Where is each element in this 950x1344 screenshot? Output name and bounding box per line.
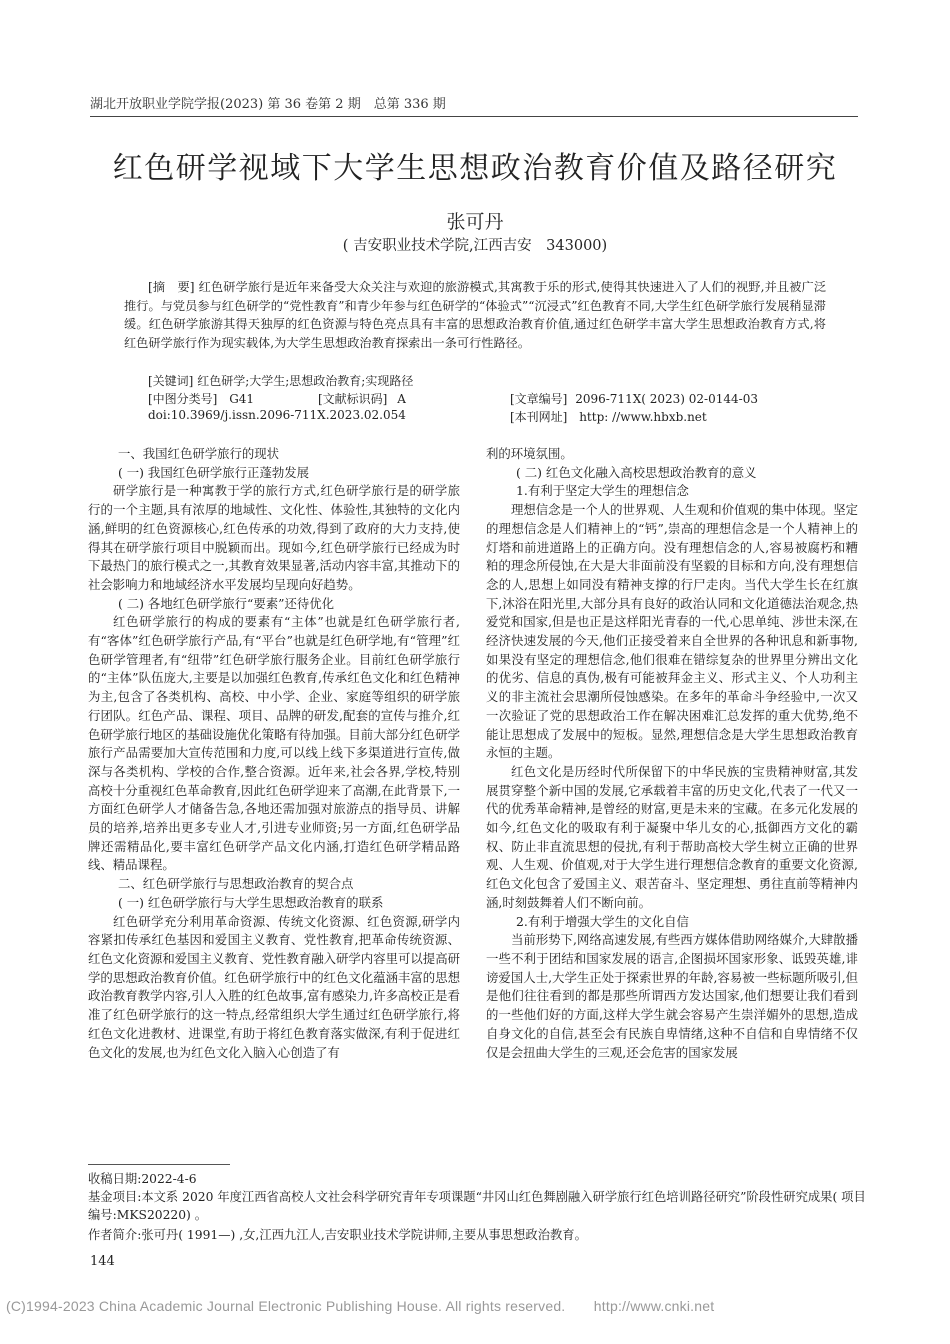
section-heading: ( 一) 我国红色研学旅行正蓬勃发展 bbox=[118, 464, 310, 480]
author-name: 张可丹 bbox=[446, 211, 504, 233]
article-title: 红色研学视域下大学生思想政治教育价值及路径研究 bbox=[112, 151, 838, 186]
keywords-label: [关键词] bbox=[148, 374, 194, 388]
paragraph: 利的环境氛围。 bbox=[486, 446, 573, 461]
header-rule bbox=[90, 116, 858, 117]
keywords bbox=[148, 372, 413, 389]
clc-number bbox=[148, 390, 254, 407]
section-heading: 2.有利于增强大学生的文化自信 bbox=[516, 913, 689, 929]
article-no-value: 2096-711X( 2023) 02-0144-03 bbox=[575, 392, 758, 406]
paragraph: 红色文化是历经时代所保留下的中华民族的宝贵精神财富,其发展贯穿整个新中国的发展,它承载着丰富的历史文化,代表了一代又一代的优秀革命精神,是曾经的财富,更是未来的宝藏。在多元化发展的如今,红色文化的吸取有利于凝聚中华儿女的心,抵御西方文化的霸权、防止非直流思想的侵扰,有利于帮助高校大学生树立正确的世界观、人生观、价值观,对于大学生进行理想信念教育的重要文化资源,红色文化包含了爱国主义、艰苦奋斗、坚定理想、勇往直前等精神内涵,时刻鼓舞着人们不断向前。 bbox=[486, 763, 858, 910]
paragraph: 当前形势下,网络高速发展,有些西方媒体借助网络媒介,大肆散播一些不利于团结和国家发展的语言,企图损坏国家形象、诋毁英雄,诽谤爱国人士,大学生正处于探索世界的年龄,容易被一些标题所吸引,但是他们往往看到的都是那些所谓西方发达国家,他们想要让我们看到的一些他们好的方面,这样大学生就会容易产生崇洋媚外的思想,造成自身文化的自信,甚至会有民族自卑情绪,这种不自信和自卑情绪不仅仅是会扭曲大学生的三观,还会危害的国家发展 bbox=[486, 932, 858, 1060]
right-column bbox=[486, 445, 858, 1062]
section-heading: 二、红色研学旅行与思想政治教育的契合点 bbox=[118, 876, 354, 892]
section-heading: ( 二) 各地红色研学旅行“要素”还待优化 bbox=[118, 595, 335, 611]
page-number: 144 bbox=[90, 1254, 115, 1269]
clc-label: [中图分类号] bbox=[148, 392, 218, 406]
abstract-text: 红色研学旅行是近年来备受大众关注与欢迎的旅游模式,其寓教于乐的形式,使得其快速进入了人们的视野,并且被广泛推行。与党员参与红色研学的“党性教育”和青少年参与红色研学的“体验式”“沉浸式”红色教育不同,大学生红色研学旅行发展稍显滞缓。红色研学旅游其得天独厚的红色资源与特色亮点具有丰富的思想政治教育价值,通过红色研学丰富大学生思想政治教育方式,将红色研学旅行作为现实载体,为大学生思想政治教育探索出一条可行性路径。 bbox=[124, 280, 827, 350]
footnote-received: 收稿日期:2022-4-6 bbox=[88, 1172, 197, 1186]
paragraph: 红色研学充分利用革命资源、传统文化资源、红色资源,研学内容紧扣传承红色基因和爱国主义教育、党性教育,把革命传统资源、红色文化资源和爱国主义教育、党性教育融入研学内容里可以提高研学的思想政治教育价值。红色研学旅行中的红色文化蕴涵丰富的思想政治教育教学内容,引人入胜的红色故事,富有感染力,许多高校正是看准了红色研学旅行的这一特点,经常组织大学生通过红色研学旅行,将红色文化进教材、进课堂,有助于将红色教育落实做深,有利于促进红色文化的发展,也为红色文化入脑入心创造了有 bbox=[88, 913, 460, 1060]
website-value: http: //www.hbxb.net bbox=[579, 410, 707, 424]
doc-code-label: [文献标识码] bbox=[318, 392, 388, 406]
author-affiliation: ( 吉安职业技术学院,江西吉安 343000) bbox=[342, 238, 608, 254]
article-no-label: [文章编号] bbox=[510, 392, 568, 406]
section-heading: ( 一) 红色研学旅行与大学生思想政治教育的联系 bbox=[118, 894, 384, 910]
section-heading: ( 二) 红色文化融入高校思想政治教育的意义 bbox=[516, 464, 757, 480]
abstract-label: [摘 要] bbox=[148, 280, 195, 294]
footnote-rule bbox=[88, 1164, 230, 1165]
doi: doi:10.3969/j.issn.2096-711X.2023.02.054 bbox=[148, 408, 406, 422]
section-heading: 一、我国红色研学旅行的现状 bbox=[118, 446, 280, 461]
journal-header: 湖北开放职业学院学报(2023) 第 36 卷第 2 期 总第 336 期 bbox=[90, 97, 446, 112]
left-column bbox=[88, 445, 460, 1062]
journal-website bbox=[510, 408, 707, 425]
copyright-notice: (C)1994-2023 China Academic Journal Electronic Publishing House. All rights reserved. http://www.cnki.net bbox=[6, 1298, 715, 1314]
doc-code-value: A bbox=[397, 392, 406, 406]
clc-value: G41 bbox=[229, 392, 255, 406]
footnote-bio: 作者简介:张可丹( 1991—) ,女,江西九江人,吉安职业技术学院讲师,主要从事思想政治教育。 bbox=[88, 1228, 587, 1242]
footnote-fund: 基金项目:本文系 2020 年度江西省高校人文社会科学研究青年专项课题“井冈山红色舞剧融入研学旅行红色培训路径研究”阶段性研究成果( 项目编号:MKS20220) 。 bbox=[88, 1190, 866, 1222]
section-heading: 1.有利于坚定大学生的理想信念 bbox=[516, 483, 689, 499]
paragraph: 研学旅行是一种寓教于学的旅行方式,红色研学旅行是的研学旅行的一个主题,具有浓厚的地域性、文化性、体验性,其独特的文化内涵,鲜明的红色资源核心,红色传承的功效,得到了政府的大力支持,使得其在研学旅行项目中脱颖而出。现如今,红色研学旅行已经成为时下最热门的旅行模式之一,其教育效果显著,活动内容丰富,其推动下的社会影响力和地域经济水平发展均呈现向好趋势。 bbox=[88, 483, 460, 592]
keywords-text: 红色研学;大学生;思想政治教育;实现路径 bbox=[197, 374, 414, 388]
article-number bbox=[510, 390, 758, 407]
paragraph: 理想信念是一个人的世界观、人生观和价值观的集中体现。坚定的理想信念是人们精神上的“钙”,崇高的理想信念是一个人精神上的灯塔和前进道路上的正确方向。没有理想信念的人,容易被腐朽和糟粕的理念所侵蚀,在大是大非面前没有坚毅的目标和方向,没有理想信念的人,思想上如同没有精神支撑的行尸走肉。当代大学生长在红旗下,沐浴在阳光里,大部分具有良好的政治认同和文化道德法治观念,热爱党和国家,但是也正是这样阳光青春的一代,心思单纯、涉世未深,在经济快速发展的今天,他们正接受着来自全世界的各种讯息和新事物,如果没有坚定的理想信念,他们很难在错综复杂的世界里分辨出文化的优劣、信息的真伪,极有可能被拜金主义、形式主义、个人功利主义的非主流社会思潮所侵蚀感染。在多年的革命斗争经验中,一次又一次验证了党的思想政治工作在解决困难汇总发挥的重大优势,绝不能让思想成了发展中的短板。显然,理想信念是大学生思想政治教育永恒的主题。 bbox=[486, 502, 858, 761]
document-code bbox=[318, 390, 406, 407]
paragraph: 红色研学旅行的构成的要素有“主体”也就是红色研学旅行者,有“客体”红色研学旅行产品,有“平台”也就是红色研学地,有“管理”红色研学管理者,有“纽带”红色研学旅行服务企业。目前红色研学旅行的“主体”队伍庞大,主要是以加强红色教育,传承红色文化和红色精神为主,包含了各类机构、高校、中小学、企业、家庭等组织的研学旅行团队。红色产品、课程、项目、品牌的研发,配套的宣传与推介,红色研学旅行地区的基础设施优化策略有待加强。目前大部分红色研学旅行产品需要加大宣传范围和力度,可以线上线下多渠道进行宣传,做深与各类机构、学校的合作,整合资源。近年来,社会各界,学校,特别高校十分重视红色革命教育,因此红色研学迎来了高潮,在此背景下,一方面红色研学人才储备告急,各地还需加强对旅游点的指导员、讲解员的培养,培养出更多专业人才,引进专业师资;另一方面,红色研学品牌还需精品化,要丰富红色研学产品文化内涵,打造红色研学精品路线、精品课程。 bbox=[88, 614, 460, 873]
website-label: [本刊网址] bbox=[510, 410, 568, 424]
abstract bbox=[124, 278, 826, 352]
